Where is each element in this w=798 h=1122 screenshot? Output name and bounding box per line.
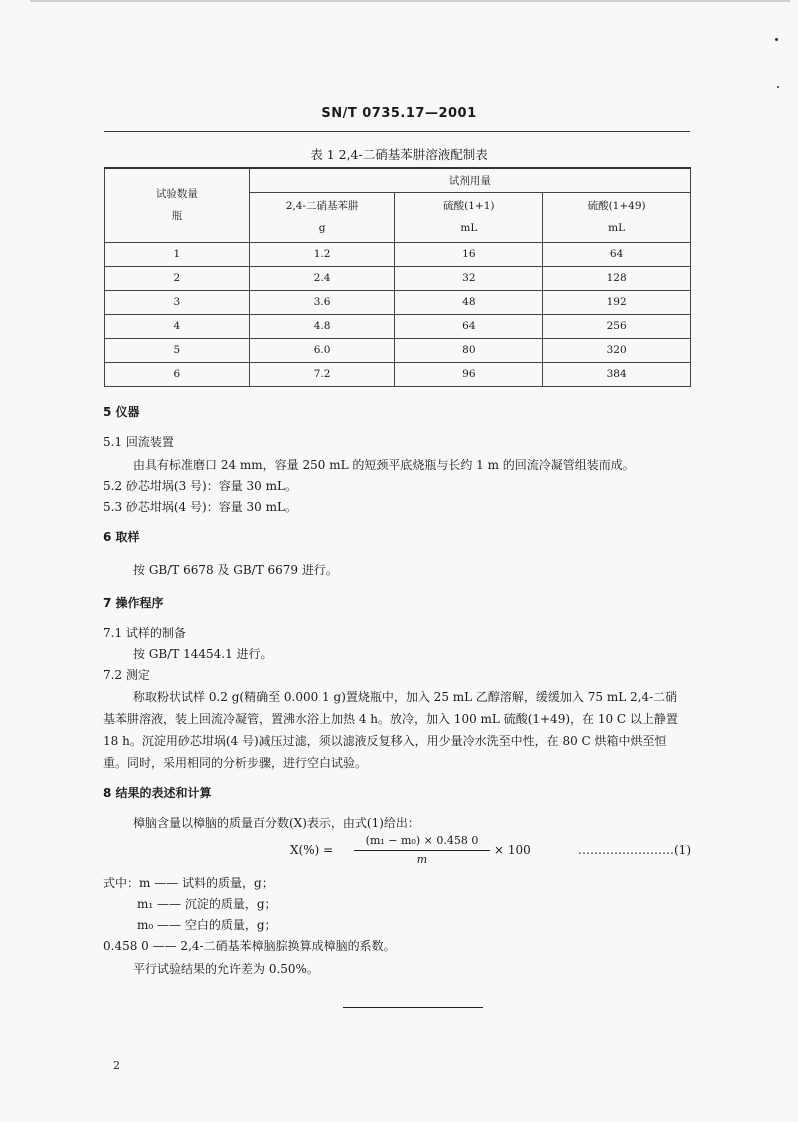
table-cell: 6 (105, 362, 250, 386)
table-title: 表 1 2,4-二硝基苯肼溶液配制表 (310, 147, 488, 162)
table-cell: 96 (395, 362, 543, 386)
formula-lhs: X(%) = (290, 843, 334, 857)
subsection-heading: 5.1 回流装置 (103, 435, 174, 449)
table-cell: 192 (543, 290, 691, 314)
row-header-line: 瓶 (171, 210, 183, 223)
section-heading: 6 取样 (103, 530, 140, 544)
subsection-heading: 7.2 测定 (103, 668, 150, 682)
column-unit: mL (460, 222, 478, 234)
column-header (249, 192, 395, 242)
subsection-line: 5.3 砂芯坩埚(4 号)：容量 30 mL。 (103, 500, 297, 514)
where-line: 0.458 0 —— 2,4-二硝基苯樟脑腙换算成樟脑的系数。 (103, 939, 396, 953)
formula-denominator: m (416, 853, 428, 866)
table-row (105, 242, 691, 266)
paragraph: 樟脑含量以樟脑的质量百分数(X)表示，由式(1)给出： (133, 816, 420, 830)
column-unit: mL (608, 222, 626, 234)
header-rule (104, 131, 690, 132)
column-name: 2,4-二硝基苯肼 (285, 200, 359, 212)
formula-numerator: (m₁ − m₀) × 0.458 0 (365, 834, 479, 847)
page-number: 2 (113, 1059, 120, 1072)
subsection-heading: 7.1 试样的制备 (103, 626, 186, 640)
equation-number: ……………………(1) (578, 843, 691, 857)
table-cell: 256 (543, 314, 691, 338)
scan-edge-line (30, 0, 790, 2)
table-cell: 2 (105, 266, 250, 290)
section-heading: 5 仪器 (103, 405, 140, 419)
table-row (105, 314, 691, 338)
paragraph-line: 称取粉状试样 0.2 g(精确至 0.000 1 g)置烧瓶中，加入 25 mL 乙醇溶解，缓缓加入 75 mL 2,4-二硝 (133, 690, 678, 704)
table-cell: 1 (105, 242, 250, 266)
section-heading: 8 结果的表述和计算 (103, 786, 212, 800)
table-row (105, 266, 691, 290)
table-cell: 16 (395, 242, 543, 266)
where-line: m₀ —— 空白的质量，g； (137, 918, 277, 932)
column-unit: g (318, 222, 326, 234)
table-cell: 64 (395, 314, 543, 338)
table-cell: 6.0 (249, 338, 395, 362)
subsection-line: 5.2 砂芯坩埚(3 号)：容量 30 mL。 (103, 479, 297, 493)
column-header (395, 192, 543, 242)
section-heading: 7 操作程序 (103, 596, 164, 610)
reagent-table (104, 167, 691, 387)
formula-multiplier: × 100 (494, 843, 531, 857)
table-cell: 64 (543, 242, 691, 266)
table-cell: 384 (543, 362, 691, 386)
column-group-header: 试剂用量 (249, 168, 690, 192)
table-cell: 320 (543, 338, 691, 362)
scan-dot (777, 86, 779, 88)
scan-dot (775, 38, 778, 41)
paragraph-line: 重。同时，采用相同的分析步骤，进行空白试验。 (103, 756, 368, 770)
table-row (105, 338, 691, 362)
row-header-cell (105, 168, 250, 242)
column-header (543, 192, 691, 242)
where-line: m₁ —— 沉淀的质量，g； (137, 897, 277, 911)
table-row (105, 290, 691, 314)
paragraph: 按 GB/T 14454.1 进行。 (133, 647, 273, 661)
table-cell: 3 (105, 290, 250, 314)
column-name: 硫酸(1+49) (587, 200, 646, 212)
table-cell: 128 (543, 266, 691, 290)
table-cell: 5 (105, 338, 250, 362)
table-row (105, 362, 691, 386)
end-rule (343, 1007, 483, 1008)
where-line: 式中：m —— 试料的质量，g； (103, 876, 274, 890)
table-cell: 3.6 (249, 290, 395, 314)
standard-code: SN/T 0735.17—2001 (321, 106, 477, 121)
fraction-bar (354, 850, 490, 851)
table-cell: 4 (105, 314, 250, 338)
table-cell: 48 (395, 290, 543, 314)
table-cell: 4.8 (249, 314, 395, 338)
table-cell: 1.2 (249, 242, 395, 266)
paragraph: 由具有标准磨口 24 mm，容量 250 mL 的短颈平底烧瓶与长约 1 m 的回流冷凝管组装而成。 (133, 458, 635, 472)
table-cell: 80 (395, 338, 543, 362)
table-cell: 32 (395, 266, 543, 290)
column-name: 硫酸(1+1) (443, 200, 495, 212)
paragraph-line: 基苯肼溶液，装上回流冷凝管，置沸水浴上加热 4 h。放冷，加入 100 mL 硫酸(1+49)，在 10 C 以上静置 (103, 712, 678, 726)
row-header-line: 试验数量 (155, 188, 198, 201)
paragraph-line: 18 h。沉淀用砂芯坩埚(4 号)减压过滤，须以滤液反复移入，用少量冷水洗至中性，在 80 C 烘箱中烘至恒 (103, 734, 667, 748)
paragraph: 按 GB/T 6678 及 GB/T 6679 进行。 (133, 563, 338, 577)
paragraph: 平行试验结果的允许差为 0.50%。 (133, 962, 319, 976)
table-cell: 7.2 (249, 362, 395, 386)
table-cell: 2.4 (249, 266, 395, 290)
